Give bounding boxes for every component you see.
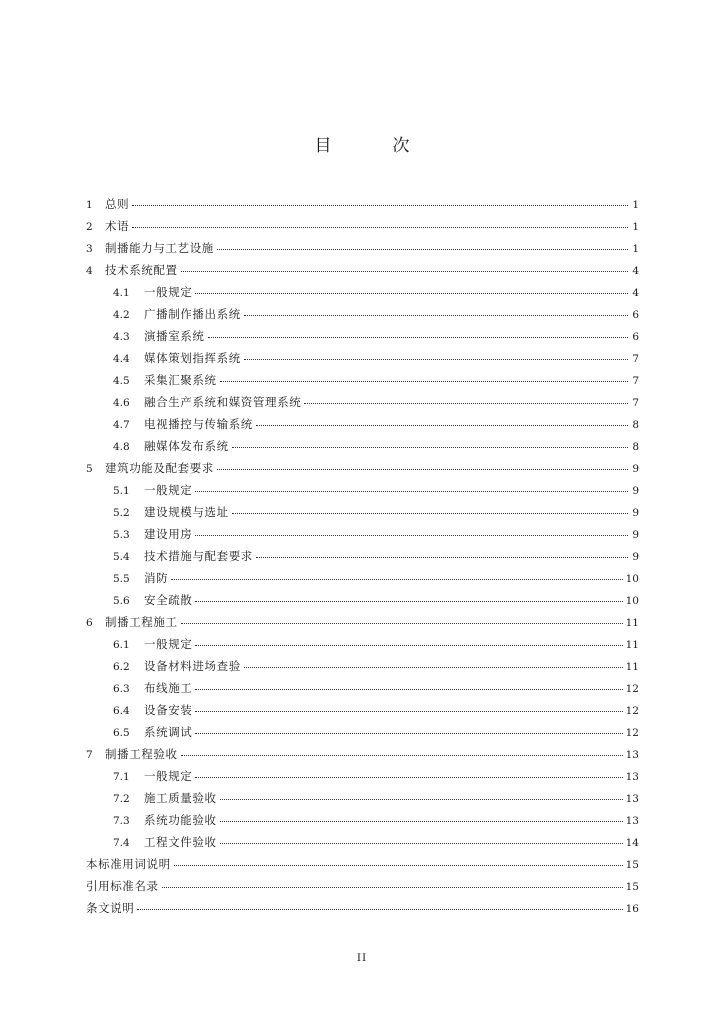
dot-leader: [162, 886, 623, 888]
toc-entry-page: 9: [632, 529, 639, 541]
dot-leader: [256, 424, 628, 426]
dot-leader: [132, 226, 628, 228]
dot-leader: [181, 622, 623, 624]
dot-leader: [208, 336, 629, 338]
toc-entry-number: 6.3: [113, 683, 130, 695]
toc-entry-page: 7: [632, 397, 639, 409]
toc-entry-page: 13: [625, 815, 639, 827]
toc-entry-number: 4.8: [113, 441, 130, 453]
toc-entry[interactable]: [86, 809, 639, 831]
toc-entry-label: 术语: [105, 219, 130, 233]
toc-entry-page: 12: [625, 727, 639, 739]
toc-entry[interactable]: [86, 765, 639, 787]
dot-leader: [244, 666, 623, 668]
toc-entry-number: 2: [86, 221, 93, 233]
toc-entry-page: 13: [625, 771, 639, 783]
toc-entry-label: 建筑功能及配套要求: [105, 461, 214, 475]
toc-entry-page: 16: [625, 903, 639, 915]
toc-entry-page: 11: [625, 661, 639, 673]
toc-entry-label: 技术措施与配套要求: [144, 549, 253, 563]
toc-entry-page: 7: [632, 353, 639, 365]
toc-entry-label: 系统功能验收: [144, 813, 217, 827]
toc-entry-number: 4.6: [113, 397, 130, 409]
dot-leader: [256, 556, 628, 558]
toc-entry-number: 5.6: [113, 595, 130, 607]
toc-entry-page: 9: [632, 463, 639, 475]
toc-entry[interactable]: [86, 831, 639, 853]
toc-entry-page: 13: [625, 793, 639, 805]
toc-entry[interactable]: [86, 897, 639, 919]
toc-entry-label: 建设用房: [144, 527, 193, 541]
toc-entry-label: 工程文件验收: [144, 835, 217, 849]
toc-entry-number: 5.1: [113, 485, 130, 497]
toc-entry-label: 设备安装: [144, 703, 193, 717]
toc-entry-page: 6: [632, 309, 639, 321]
toc-entry-number: 5.5: [113, 573, 130, 585]
toc-entry[interactable]: [86, 721, 639, 743]
toc-entry-page: 10: [625, 595, 639, 607]
dot-leader: [195, 490, 628, 492]
table-of-contents: [86, 193, 639, 919]
toc-entry-number: 6.5: [113, 727, 130, 739]
toc-entry-page: 12: [625, 705, 639, 717]
toc-entry[interactable]: [86, 391, 639, 413]
toc-entry-label: 本标准用词说明: [86, 857, 171, 871]
toc-entry[interactable]: [86, 413, 639, 435]
dot-leader: [195, 644, 622, 646]
toc-entry-number: 6.2: [113, 661, 130, 673]
toc-entry-page: 6: [632, 331, 639, 343]
toc-entry[interactable]: [86, 545, 639, 567]
page-title: 目 次: [314, 136, 432, 156]
toc-entry-label: 广播制作播出系统: [144, 307, 241, 321]
toc-entry-page: 12: [625, 683, 639, 695]
toc-entry-number: 7: [86, 749, 93, 761]
toc-entry-label: 融合生产系统和媒资管理系统: [144, 395, 302, 409]
dot-leader: [220, 842, 623, 844]
dot-leader: [232, 446, 628, 448]
toc-entry-number: 5.2: [113, 507, 130, 519]
dot-leader: [244, 314, 628, 316]
dot-leader: [304, 402, 628, 404]
toc-entry[interactable]: [86, 281, 639, 303]
toc-entry-page: 15: [625, 859, 639, 871]
toc-entry-page: 4: [632, 265, 639, 277]
toc-entry-number: 3: [86, 243, 93, 255]
dot-leader: [181, 270, 628, 272]
toc-entry-number: 7.3: [113, 815, 130, 827]
toc-entry-label: 一般规定: [144, 769, 193, 783]
dot-leader: [195, 534, 628, 536]
toc-entry-page: 4: [632, 287, 639, 299]
toc-entry-label: 制播工程施工: [105, 615, 178, 629]
toc-entry-number: 4.4: [113, 353, 130, 365]
toc-entry-label: 一般规定: [144, 637, 193, 651]
toc-entry-page: 1: [632, 221, 639, 233]
dot-leader: [195, 600, 622, 602]
dot-leader: [132, 204, 628, 206]
dot-leader: [217, 248, 628, 250]
toc-entry[interactable]: [86, 567, 639, 589]
toc-entry-page: 14: [625, 837, 639, 849]
toc-entry-label: 融媒体发布系统: [144, 439, 229, 453]
toc-entry[interactable]: [86, 875, 639, 897]
toc-entry-page: 1: [632, 243, 639, 255]
toc-entry-number: 1: [86, 199, 93, 211]
toc-entry-label: 技术系统配置: [105, 263, 178, 277]
toc-entry[interactable]: [86, 479, 639, 501]
toc-entry[interactable]: [86, 193, 639, 215]
toc-entry-label: 引用标准名录: [86, 879, 159, 893]
toc-entry-label: 电视播控与传输系统: [144, 417, 253, 431]
dot-leader: [195, 710, 622, 712]
toc-entry-label: 媒体策划指挥系统: [144, 351, 241, 365]
toc-entry-number: 4.3: [113, 331, 130, 343]
toc-entry[interactable]: [86, 677, 639, 699]
toc-entry-page: 9: [632, 551, 639, 563]
dot-leader: [171, 578, 622, 580]
toc-entry[interactable]: [86, 853, 639, 875]
toc-entry-page: 13: [625, 749, 639, 761]
toc-entry-label: 制播工程验收: [105, 747, 178, 761]
toc-entry[interactable]: [86, 369, 639, 391]
toc-entry-number: 4.2: [113, 309, 130, 321]
toc-entry-label: 制播能力与工艺设施: [105, 241, 214, 255]
dot-leader: [217, 468, 628, 470]
toc-entry-page: 11: [625, 617, 639, 629]
toc-entry[interactable]: [86, 589, 639, 611]
toc-entry-page: 8: [632, 419, 639, 431]
toc-entry-number: 7.2: [113, 793, 130, 805]
toc-entry[interactable]: [86, 457, 639, 479]
dot-leader: [174, 864, 623, 866]
dot-leader: [220, 820, 623, 822]
dot-leader: [195, 776, 622, 778]
toc-entry[interactable]: [86, 699, 639, 721]
toc-entry-label: 布线施工: [144, 681, 193, 695]
toc-entry-page: 1: [632, 199, 639, 211]
toc-entry-number: 6.1: [113, 639, 130, 651]
dot-leader: [232, 512, 628, 514]
toc-entry[interactable]: [86, 215, 639, 237]
toc-entry[interactable]: [86, 787, 639, 809]
toc-entry-label: 消防: [144, 571, 169, 585]
toc-entry-label: 设备材料进场查验: [144, 659, 241, 673]
toc-entry-label: 演播室系统: [144, 329, 205, 343]
toc-entry-page: 10: [625, 573, 639, 585]
toc-entry[interactable]: [86, 237, 639, 259]
toc-entry-number: 5: [86, 463, 93, 475]
toc-entry-number: 5.4: [113, 551, 130, 563]
toc-entry[interactable]: [86, 523, 639, 545]
toc-entry-label: 一般规定: [144, 285, 193, 299]
toc-entry[interactable]: [86, 303, 639, 325]
toc-entry-number: 7.4: [113, 837, 130, 849]
toc-entry-number: 4.1: [113, 287, 130, 299]
toc-entry-label: 条文说明: [86, 901, 135, 915]
toc-entry-number: 7.1: [113, 771, 130, 783]
toc-entry-label: 总则: [105, 197, 130, 211]
dot-leader: [195, 292, 628, 294]
toc-entry-label: 施工质量验收: [144, 791, 217, 805]
dot-leader: [195, 732, 622, 734]
toc-entry-page: 11: [625, 639, 639, 651]
dot-leader: [220, 380, 628, 382]
toc-entry-number: 6: [86, 617, 93, 629]
toc-entry-page: 7: [632, 375, 639, 387]
toc-entry-number: 4.5: [113, 375, 130, 387]
toc-entry-page: 15: [625, 881, 639, 893]
dot-leader: [195, 688, 622, 690]
toc-entry[interactable]: [86, 325, 639, 347]
toc-entry[interactable]: [86, 347, 639, 369]
dot-leader: [137, 908, 622, 910]
toc-entry-number: 6.4: [113, 705, 130, 717]
toc-entry-page: 9: [632, 507, 639, 519]
toc-entry[interactable]: [86, 501, 639, 523]
dot-leader: [244, 358, 628, 360]
toc-entry-label: 采集汇聚系统: [144, 373, 217, 387]
toc-entry[interactable]: [86, 633, 639, 655]
toc-entry-label: 系统调试: [144, 725, 193, 739]
toc-entry[interactable]: [86, 259, 639, 281]
toc-entry-number: 4: [86, 265, 93, 277]
dot-leader: [181, 754, 623, 756]
toc-entry[interactable]: [86, 743, 639, 765]
toc-entry[interactable]: [86, 435, 639, 457]
page-number: II: [356, 952, 368, 964]
toc-entry-number: 5.3: [113, 529, 130, 541]
dot-leader: [220, 798, 623, 800]
toc-entry-label: 安全疏散: [144, 593, 193, 607]
toc-entry[interactable]: [86, 611, 639, 633]
toc-entry-label: 一般规定: [144, 483, 193, 497]
toc-entry-page: 8: [632, 441, 639, 453]
toc-entry-label: 建设规模与选址: [144, 505, 229, 519]
toc-entry[interactable]: [86, 655, 639, 677]
toc-entry-number: 4.7: [113, 419, 130, 431]
toc-entry-page: 9: [632, 485, 639, 497]
